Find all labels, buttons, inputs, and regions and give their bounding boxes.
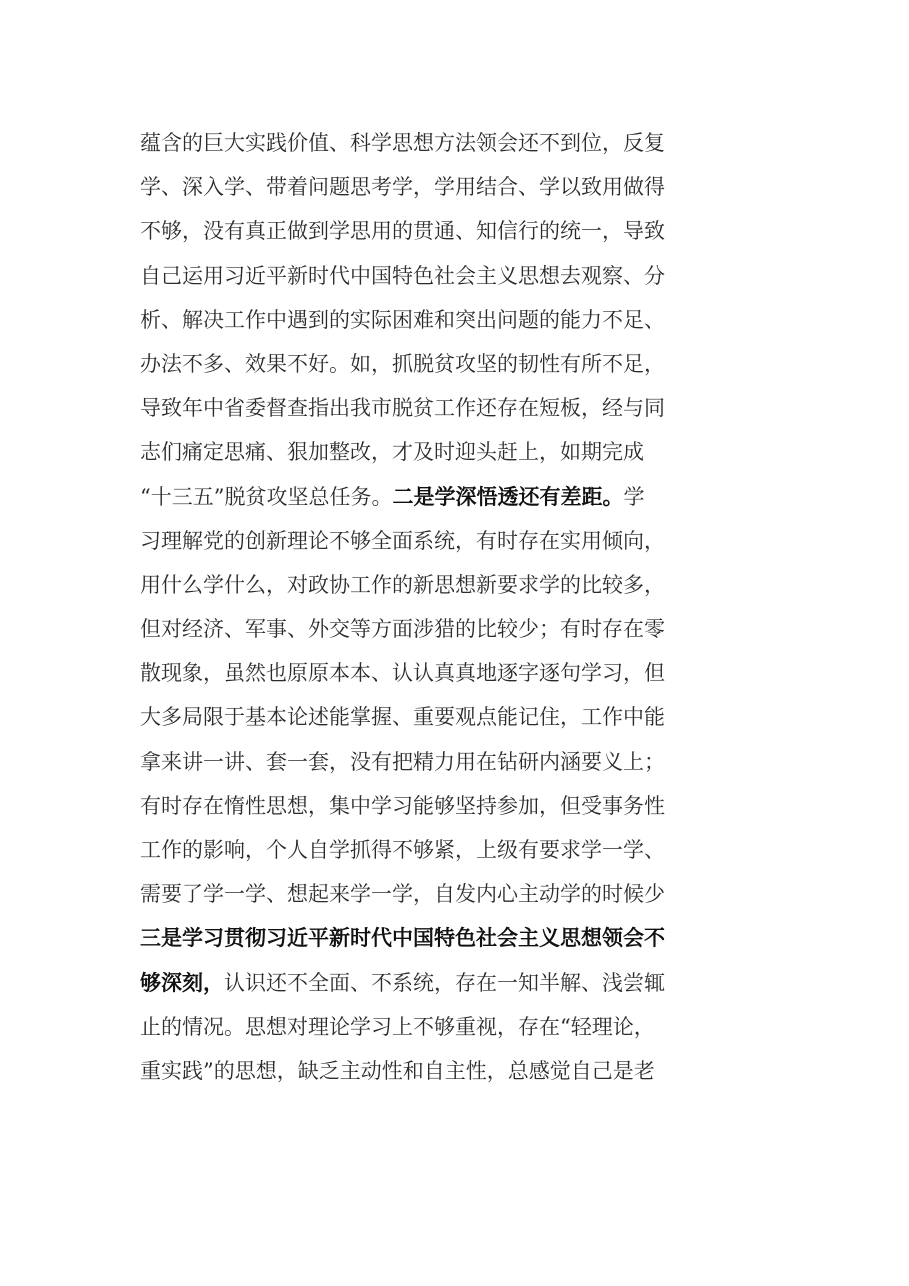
text-line <box>140 828 780 872</box>
body-text-span: 大多局限于基本论述能掌握、重要观点能记住，工作中能 <box>140 705 665 730</box>
body-text-span: 认识还不全面、不系统，存在一知半解、浅尝辄 <box>224 970 665 995</box>
text-line <box>140 563 780 607</box>
body-text-span: 习理解党的创新理论不够全面系统，有时存在实用倾向， <box>140 528 665 553</box>
body-text-span: 学、深入学、带着问题思考学，学用结合、学以致用做得 <box>140 175 665 200</box>
text-line <box>140 298 780 342</box>
text-line <box>140 740 780 784</box>
text-line <box>140 519 780 563</box>
body-text-span: 散现象，虽然也原原本本、认认真真地逐字逐句学习，但 <box>140 661 665 686</box>
text-line <box>140 961 780 1005</box>
bold-heading-text: 二是学深悟透还有差距。 <box>392 484 624 509</box>
text-line <box>140 475 780 519</box>
body-text-span: 但对经济、军事、外交等方面涉猎的比较少；有时存在零 <box>140 617 665 642</box>
body-text-span: 有时存在惰性思想，集中学习能够坚持参加，但受事务性 <box>140 793 665 818</box>
body-text-span: 需要了学一学、想起来学一学，自发内心主动学的时候少 <box>140 882 665 907</box>
text-line <box>140 1005 780 1049</box>
text-line <box>140 784 780 828</box>
body-text-span: 学 <box>623 484 645 509</box>
body-text <box>140 121 780 1093</box>
text-line <box>140 254 780 298</box>
text-line <box>140 386 780 430</box>
text-line <box>140 651 780 695</box>
body-text-span: 自己运用习近平新时代中国特色社会主义思想去观察、分 <box>140 263 665 288</box>
body-text-span: 重实践”的思想，缺乏主动性和自主性，总感觉自己是老 <box>140 1058 655 1083</box>
body-text-span: 不够，没有真正做到学思用的贯通、知信行的统一，导致 <box>140 219 665 244</box>
text-line <box>140 121 780 165</box>
body-text-span: 蕴含的巨大实践价值、科学思想方法领会还不到位，反复 <box>140 131 665 155</box>
text-line <box>140 695 780 739</box>
body-text-span: 拿来讲一讲、套一套，没有把精力用在钻研内涵要义上； <box>140 749 665 774</box>
text-line <box>140 342 780 386</box>
text-line <box>140 872 780 916</box>
body-text-span: 办法不多、效果不好。如，抓脱贫攻坚的韧性有所不足， <box>140 351 665 376</box>
bold-heading-text: 够深刻， <box>140 970 224 995</box>
text-line <box>140 430 780 474</box>
text-line <box>140 165 780 209</box>
body-text-span: 工作的影响，个人自学抓得不够紧，上级有要求学一学、 <box>140 838 665 862</box>
text-line <box>140 1049 780 1093</box>
body-text-span: 用什么学什么，对政协工作的新思想新要求学的比较多， <box>140 572 665 597</box>
body-text-span: 志们痛定思痛、狠加整改，才及时迎头赶上，如期完成 <box>140 440 644 465</box>
body-text-span: 析、解决工作中遇到的实际困难和突出问题的能力不足、 <box>140 307 665 332</box>
text-line <box>140 209 780 253</box>
text-line <box>140 916 780 960</box>
body-text-span: 导致年中省委督查指出我市脱贫工作还存在短板，经与同 <box>140 396 665 421</box>
body-text-span: 止的情况。思想对理论学习上不够重视，存在“轻理论， <box>140 1014 655 1039</box>
text-line <box>140 607 780 651</box>
bold-heading-text: 三是学习贯彻习近平新时代中国特色社会主义思想领会不 <box>140 926 665 951</box>
body-text-span: “十三五”脱贫攻坚总任务。 <box>140 484 393 509</box>
